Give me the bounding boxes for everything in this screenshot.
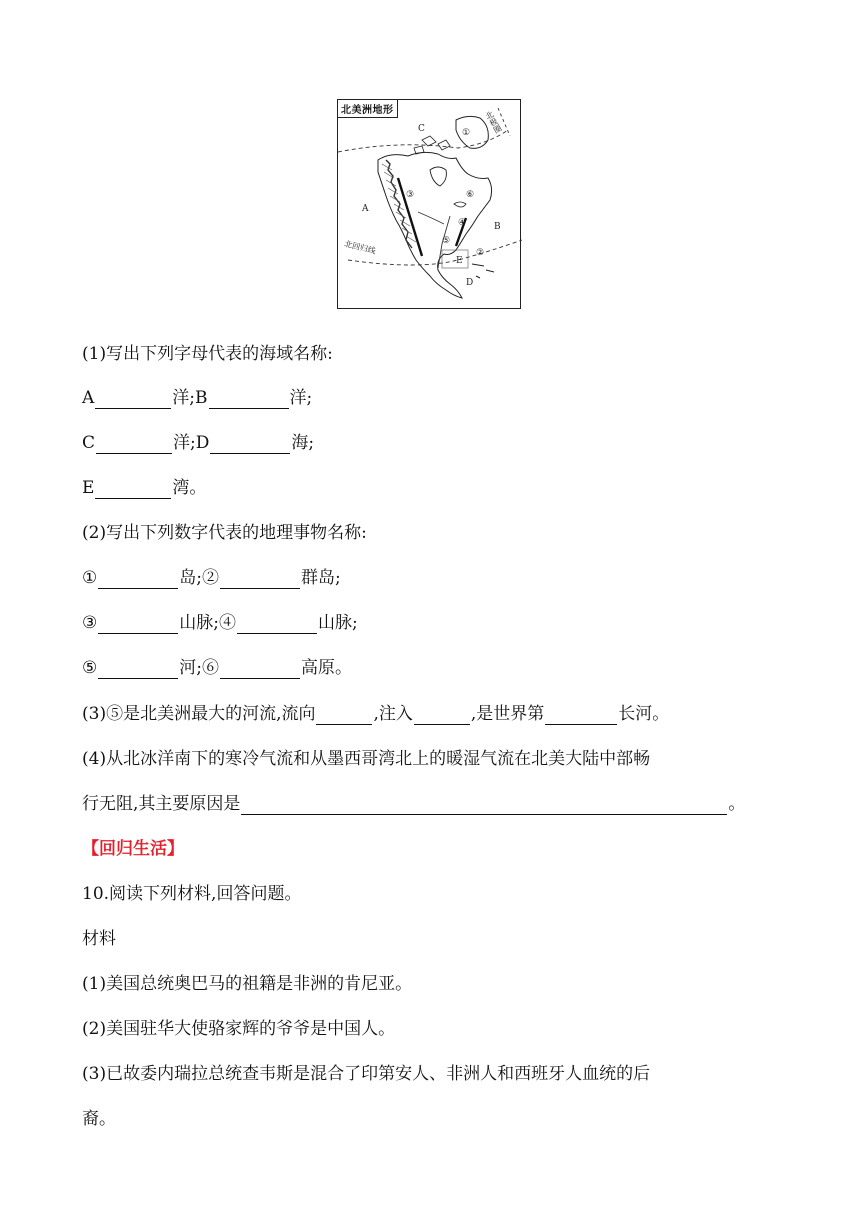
blank-e[interactable]: [95, 481, 171, 499]
map-label-d: D: [466, 278, 474, 288]
q1-b-suffix: 洋;: [289, 388, 313, 408]
q10-prompt: 10.阅读下列材料,回答问题。: [82, 884, 302, 904]
map-label-1: ①: [462, 128, 471, 138]
north-america-map: [337, 99, 521, 309]
q1-c-label: C: [82, 433, 96, 453]
q2-2-suffix: 群岛;: [300, 568, 341, 588]
q2-5-suffix: 河;⑥: [179, 658, 219, 678]
q2-3-suffix: 山脉;④: [179, 613, 236, 633]
map-label-3: ③: [406, 190, 415, 200]
blank-c[interactable]: [96, 436, 172, 454]
blank-flows-into[interactable]: [414, 707, 470, 725]
material-3-line-1: (3)已故委内瑞拉总统查韦斯是混合了印第安人、非洲人和西班牙人血统的后: [82, 1064, 651, 1084]
q2-1-suffix: 岛;②: [179, 568, 219, 588]
blank-a[interactable]: [95, 391, 171, 409]
q3-line: [82, 703, 669, 725]
blank-4[interactable]: [237, 616, 317, 634]
material-2: (2)美国驻华大使骆家辉的爷爷是中国人。: [82, 1019, 396, 1039]
q2-prompt: (2)写出下列数字代表的地理事物名称:: [82, 523, 367, 543]
material-label: 材料: [82, 929, 116, 949]
q1-a-suffix: 洋;B: [172, 388, 208, 408]
q1-c-suffix: 洋;D: [173, 433, 210, 453]
blank-6[interactable]: [220, 661, 300, 679]
q2-line-2: [82, 612, 358, 634]
tropic-of-cancer-label: 北回归线: [343, 239, 377, 256]
q1-d-suffix: 海;: [291, 433, 315, 453]
material-3-line-2: 裔。: [82, 1109, 116, 1129]
q1-line-1: [82, 387, 312, 409]
q4-suffix: 。: [728, 794, 746, 814]
section-title: 【回归生活】: [82, 839, 184, 859]
q3-part-2: ,注入: [373, 704, 413, 724]
map-label-a: A: [362, 204, 369, 214]
q2-6-suffix: 高原。: [300, 658, 352, 678]
q3-part-4: 长河。: [618, 704, 670, 724]
blank-1[interactable]: [98, 571, 178, 589]
map-title: 北美洲地形: [338, 100, 398, 118]
q1-e-suffix: 湾。: [172, 478, 207, 498]
blank-3[interactable]: [98, 616, 178, 634]
blank-d[interactable]: [210, 436, 290, 454]
blank-2[interactable]: [220, 571, 300, 589]
map-label-2: ②: [476, 248, 485, 258]
q4-line-2: [82, 793, 745, 815]
q2-1-label: ①: [82, 568, 98, 588]
q3-part-1: (3)⑤是北美洲最大的河流,流向: [82, 704, 316, 724]
blank-flow-direction[interactable]: [316, 707, 372, 725]
arctic-circle-label: 北极圈: [483, 109, 504, 135]
q4-line-1: (4)从北冰洋南下的寒冷气流和从墨西哥湾北上的暖湿气流在北美大陆中部畅: [82, 749, 651, 769]
blank-reason[interactable]: [241, 797, 727, 815]
q2-line-3: [82, 657, 352, 679]
q1-a-label: A: [82, 388, 95, 408]
material-1: (1)美国总统奥巴马的祖籍是非洲的肯尼亚。: [82, 974, 413, 994]
q3-part-3: ,是世界第: [470, 704, 545, 724]
q2-5-label: ⑤: [82, 658, 98, 678]
blank-b[interactable]: [209, 391, 289, 409]
blank-5[interactable]: [98, 661, 178, 679]
q4-prefix: 行无阻,其主要原因是: [82, 794, 241, 814]
q1-prompt: (1)写出下列字母代表的海域名称:: [82, 344, 333, 364]
q1-e-label: E: [82, 478, 95, 498]
q1-line-2: [82, 432, 314, 454]
q2-4-suffix: 山脉;: [317, 613, 358, 633]
map-label-5: ⑤: [442, 236, 451, 246]
map-label-6: ⑥: [466, 190, 475, 200]
map-label-4: ④: [458, 218, 467, 228]
blank-rank[interactable]: [545, 707, 617, 725]
q2-3-label: ③: [82, 613, 98, 633]
map-label-c: C: [418, 124, 425, 134]
map-label-e: E: [456, 256, 463, 266]
q2-line-1: [82, 567, 341, 589]
map-label-b: B: [494, 222, 501, 232]
q1-line-3: [82, 477, 206, 499]
